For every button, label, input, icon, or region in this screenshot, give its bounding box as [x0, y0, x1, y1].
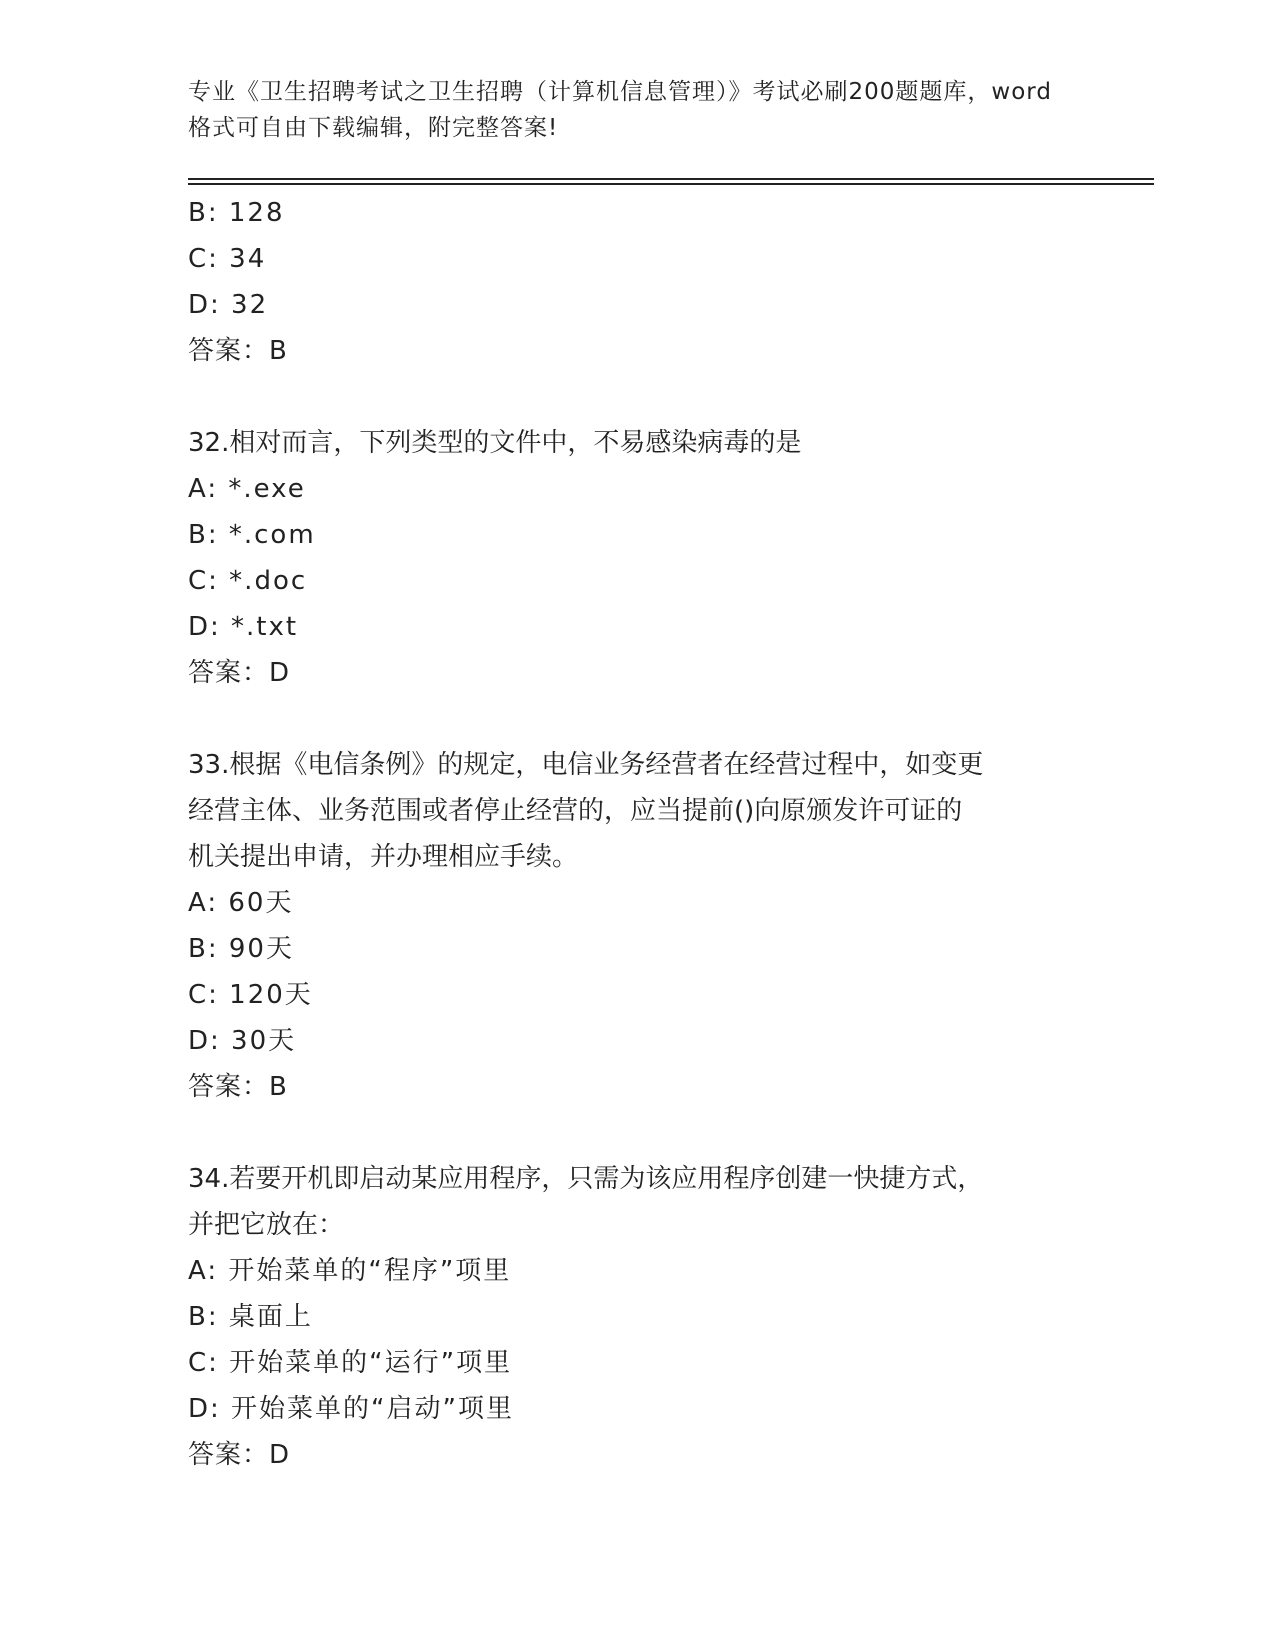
option-d: D: 32 — [188, 290, 269, 320]
spacer — [188, 1110, 1088, 1156]
header-line-1: 专业《卫生招聘考试之卫生招聘（计算机信息管理）》考试必刷200题题库，word — [188, 79, 1052, 105]
question-stem-line-1: 34.若要开机即启动某应用程序，只需为该应用程序创建一快捷方式， — [188, 1164, 984, 1194]
option-a: A: 60天 — [188, 888, 294, 918]
question-stem-line-2: 并把它放在： — [188, 1210, 345, 1240]
question-stem-line-2: 经营主体、业务范围或者停止经营的，应当提前()向原颁发许可证的 — [188, 796, 963, 826]
document-body — [188, 190, 1088, 1478]
option-b: B: 128 — [188, 198, 285, 228]
question-34 — [188, 1156, 1088, 1478]
question-stem-line-3: 机关提出申请，并办理相应手续。 — [188, 842, 579, 872]
header-rule-bottom — [188, 183, 1154, 185]
header-rule-top — [188, 178, 1154, 180]
document-header — [188, 74, 1088, 146]
question-stem-line-1: 33.根据《电信条例》的规定，电信业务经营者在经营过程中，如变更 — [188, 750, 984, 780]
spacer — [188, 696, 1088, 742]
option-d: D: 30天 — [188, 1026, 297, 1056]
option-c: C: *.doc — [188, 566, 308, 596]
option-c: C: 120天 — [188, 980, 313, 1010]
option-c: C: 34 — [188, 244, 267, 274]
option-c: C: 开始菜单的“运行”项里 — [188, 1348, 513, 1378]
answer-line: 答案：D — [188, 658, 291, 688]
option-b: B: 桌面上 — [188, 1302, 313, 1332]
question-33 — [188, 742, 1088, 1110]
header-line-2: 格式可自由下载编辑，附完整答案! — [188, 115, 559, 141]
spacer — [188, 374, 1088, 420]
option-b: B: *.com — [188, 520, 316, 550]
option-a: A: 开始菜单的“程序”项里 — [188, 1256, 512, 1286]
answer-line: 答案：B — [188, 336, 288, 366]
option-b: B: 90天 — [188, 934, 294, 964]
answer-line: 答案：B — [188, 1072, 288, 1102]
answer-line: 答案：D — [188, 1440, 291, 1470]
question-31-continued — [188, 190, 1088, 374]
option-d: D: *.txt — [188, 612, 299, 642]
question-stem: 32.相对而言，下列类型的文件中，不易感染病毒的是 — [188, 428, 802, 458]
question-32 — [188, 420, 1088, 696]
option-a: A: *.exe — [188, 474, 306, 504]
option-d: D: 开始菜单的“启动”项里 — [188, 1394, 514, 1424]
